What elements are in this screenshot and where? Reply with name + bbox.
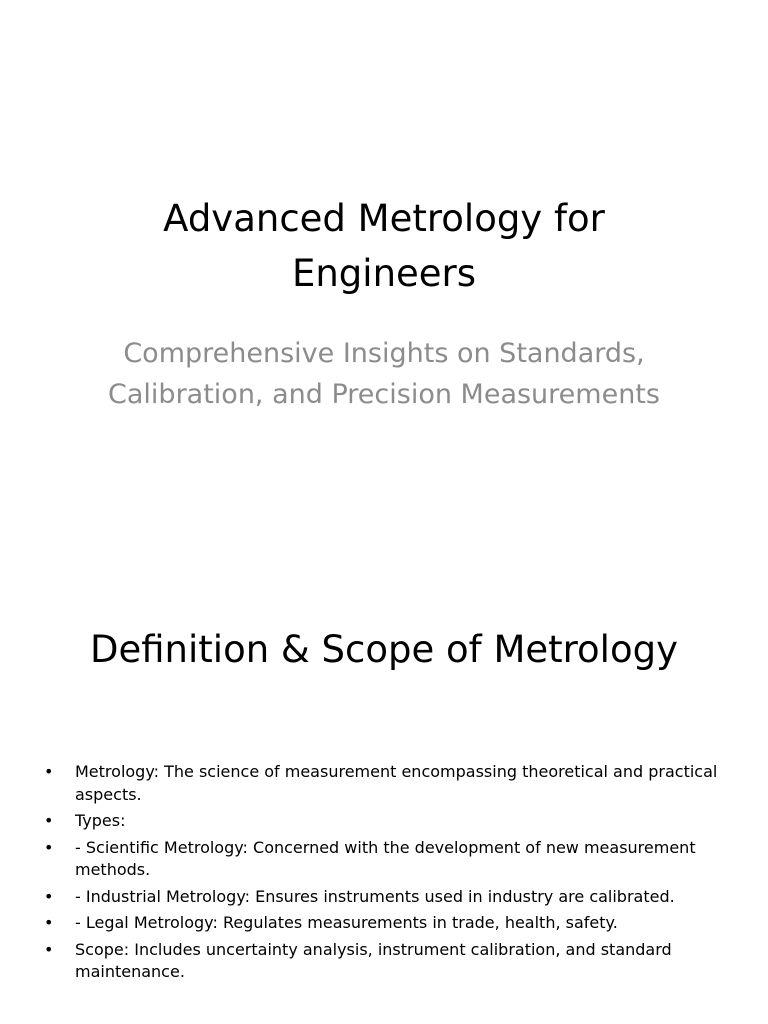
bullet-icon: • [44,886,54,906]
bullet-item [38,886,718,909]
bullet-icon: • [44,939,54,959]
bullet-icon: • [44,837,54,857]
bullet-text: - Scientific Metrology: Concerned with the development of new measurement methods. [75,837,696,879]
bullet-item [38,837,718,882]
bullet-text: - Industrial Metrology: Ensures instruments used in industry are calibrated. [75,886,675,906]
presentation-subtitle: Comprehensive Insights on Standards, Calibration, and Precision Measurements [108,338,660,410]
bullet-text: Types: [75,811,126,830]
bullet-item [38,939,718,984]
bullet-list [38,761,718,988]
bullet-text: Metrology: The science of measurement encompassing theoretical and practical aspects. [75,762,718,804]
bullet-item [38,810,718,833]
content-slide [0,576,768,1024]
bullet-item [38,761,718,806]
bullet-text: Scope: Includes uncertainty analysis, instrument calibration, and standard maintenance. [75,939,672,981]
bullet-icon: • [44,811,54,830]
slide-title: Definition & Scope of Metrology [90,628,678,671]
bullet-item [38,912,718,935]
presentation-title: Advanced Metrology for Engineers [163,197,605,295]
bullet-icon: • [44,913,54,932]
bullet-text: - Legal Metrology: Regulates measurements in trade, health, safety. [75,913,618,932]
bullet-icon: • [44,762,54,781]
